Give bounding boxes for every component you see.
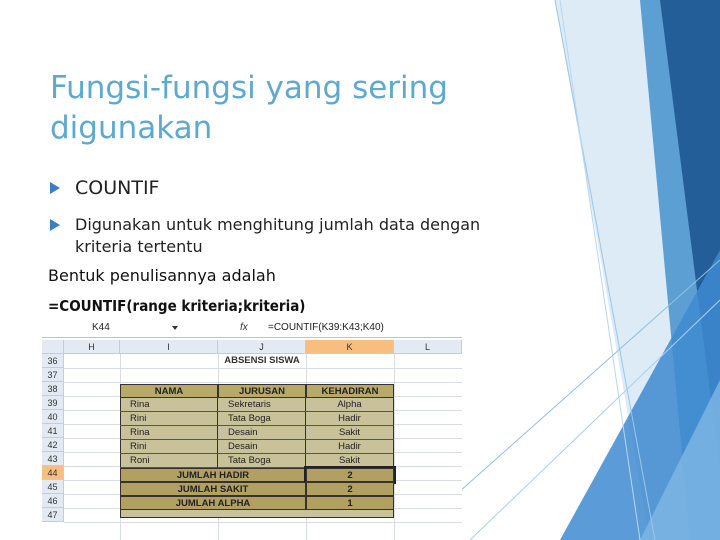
chevron-down-icon (172, 326, 178, 330)
summary-value: 2 (306, 468, 394, 482)
table-cell: Desain (218, 440, 306, 454)
table-header: KEHADIRAN (306, 384, 394, 398)
summary-label: JUMLAH ALPHA (120, 496, 306, 510)
table-cell: Alpha (306, 398, 394, 412)
row-header: 44 (42, 466, 64, 480)
table-cell: Rina (120, 398, 218, 412)
row-header: 37 (42, 368, 64, 382)
table-cell: Desain (218, 426, 306, 440)
summary-value: 2 (306, 482, 394, 496)
row-header: 39 (42, 396, 64, 410)
bullet-text: COUNTIF (75, 177, 160, 199)
row-header: 42 (42, 438, 64, 452)
column-header: H (64, 340, 120, 354)
row-header: 45 (42, 480, 64, 494)
syntax-intro: Bentuk penulisannya adalah (48, 266, 276, 285)
formula-bar (42, 320, 462, 338)
table-cell: Rini (120, 412, 218, 426)
row-header: 47 (42, 508, 64, 522)
column-header: L (394, 340, 462, 354)
table-header: NAMA (120, 384, 218, 398)
table-title: ABSENSI SISWA (224, 355, 300, 366)
row-header: 43 (42, 452, 64, 466)
corner-cell (42, 340, 64, 354)
row-header: 46 (42, 494, 64, 508)
summary-label: JUMLAH HADIR (120, 468, 306, 482)
row-header: 41 (42, 424, 64, 438)
row-header: 40 (42, 410, 64, 424)
slide-title: Fungsi-fungsi yang sering digunakan (50, 70, 448, 146)
table-cell: Rina (120, 426, 218, 440)
bullet-arrow-icon (50, 182, 60, 194)
table-cell: Sakit (306, 426, 394, 440)
name-box: K44 (92, 322, 110, 333)
row-header: 38 (42, 382, 64, 396)
formula-text: =COUNTIF(K39:K43;K40) (268, 322, 384, 333)
column-header: K (306, 340, 394, 354)
table-cell: Hadir (306, 440, 394, 454)
table-cell: Roni (120, 454, 218, 468)
bullet-text: Digunakan untuk menghitung jumlah data dengan kriteria tertentu (75, 215, 481, 256)
fx-icon: fx (240, 322, 248, 333)
column-header: I (120, 340, 218, 354)
column-header: J (218, 340, 306, 354)
table-cell: Sekretaris (218, 398, 306, 412)
bullet-arrow-icon (50, 219, 60, 231)
table-cell: Tata Boga (218, 454, 306, 468)
syntax-formula: =COUNTIF(range kriteria;kriteria) (48, 297, 306, 315)
table-cell: Sakit (306, 454, 394, 468)
table-cell: Rini (120, 440, 218, 454)
summary-label: JUMLAH SAKIT (120, 482, 306, 496)
spreadsheet-screenshot (42, 320, 462, 540)
table-cell: Hadir (306, 412, 394, 426)
table-cell: Tata Boga (218, 412, 306, 426)
table-header: JURUSAN (218, 384, 306, 398)
summary-value: 1 (306, 496, 394, 510)
row-header: 36 (42, 354, 64, 368)
